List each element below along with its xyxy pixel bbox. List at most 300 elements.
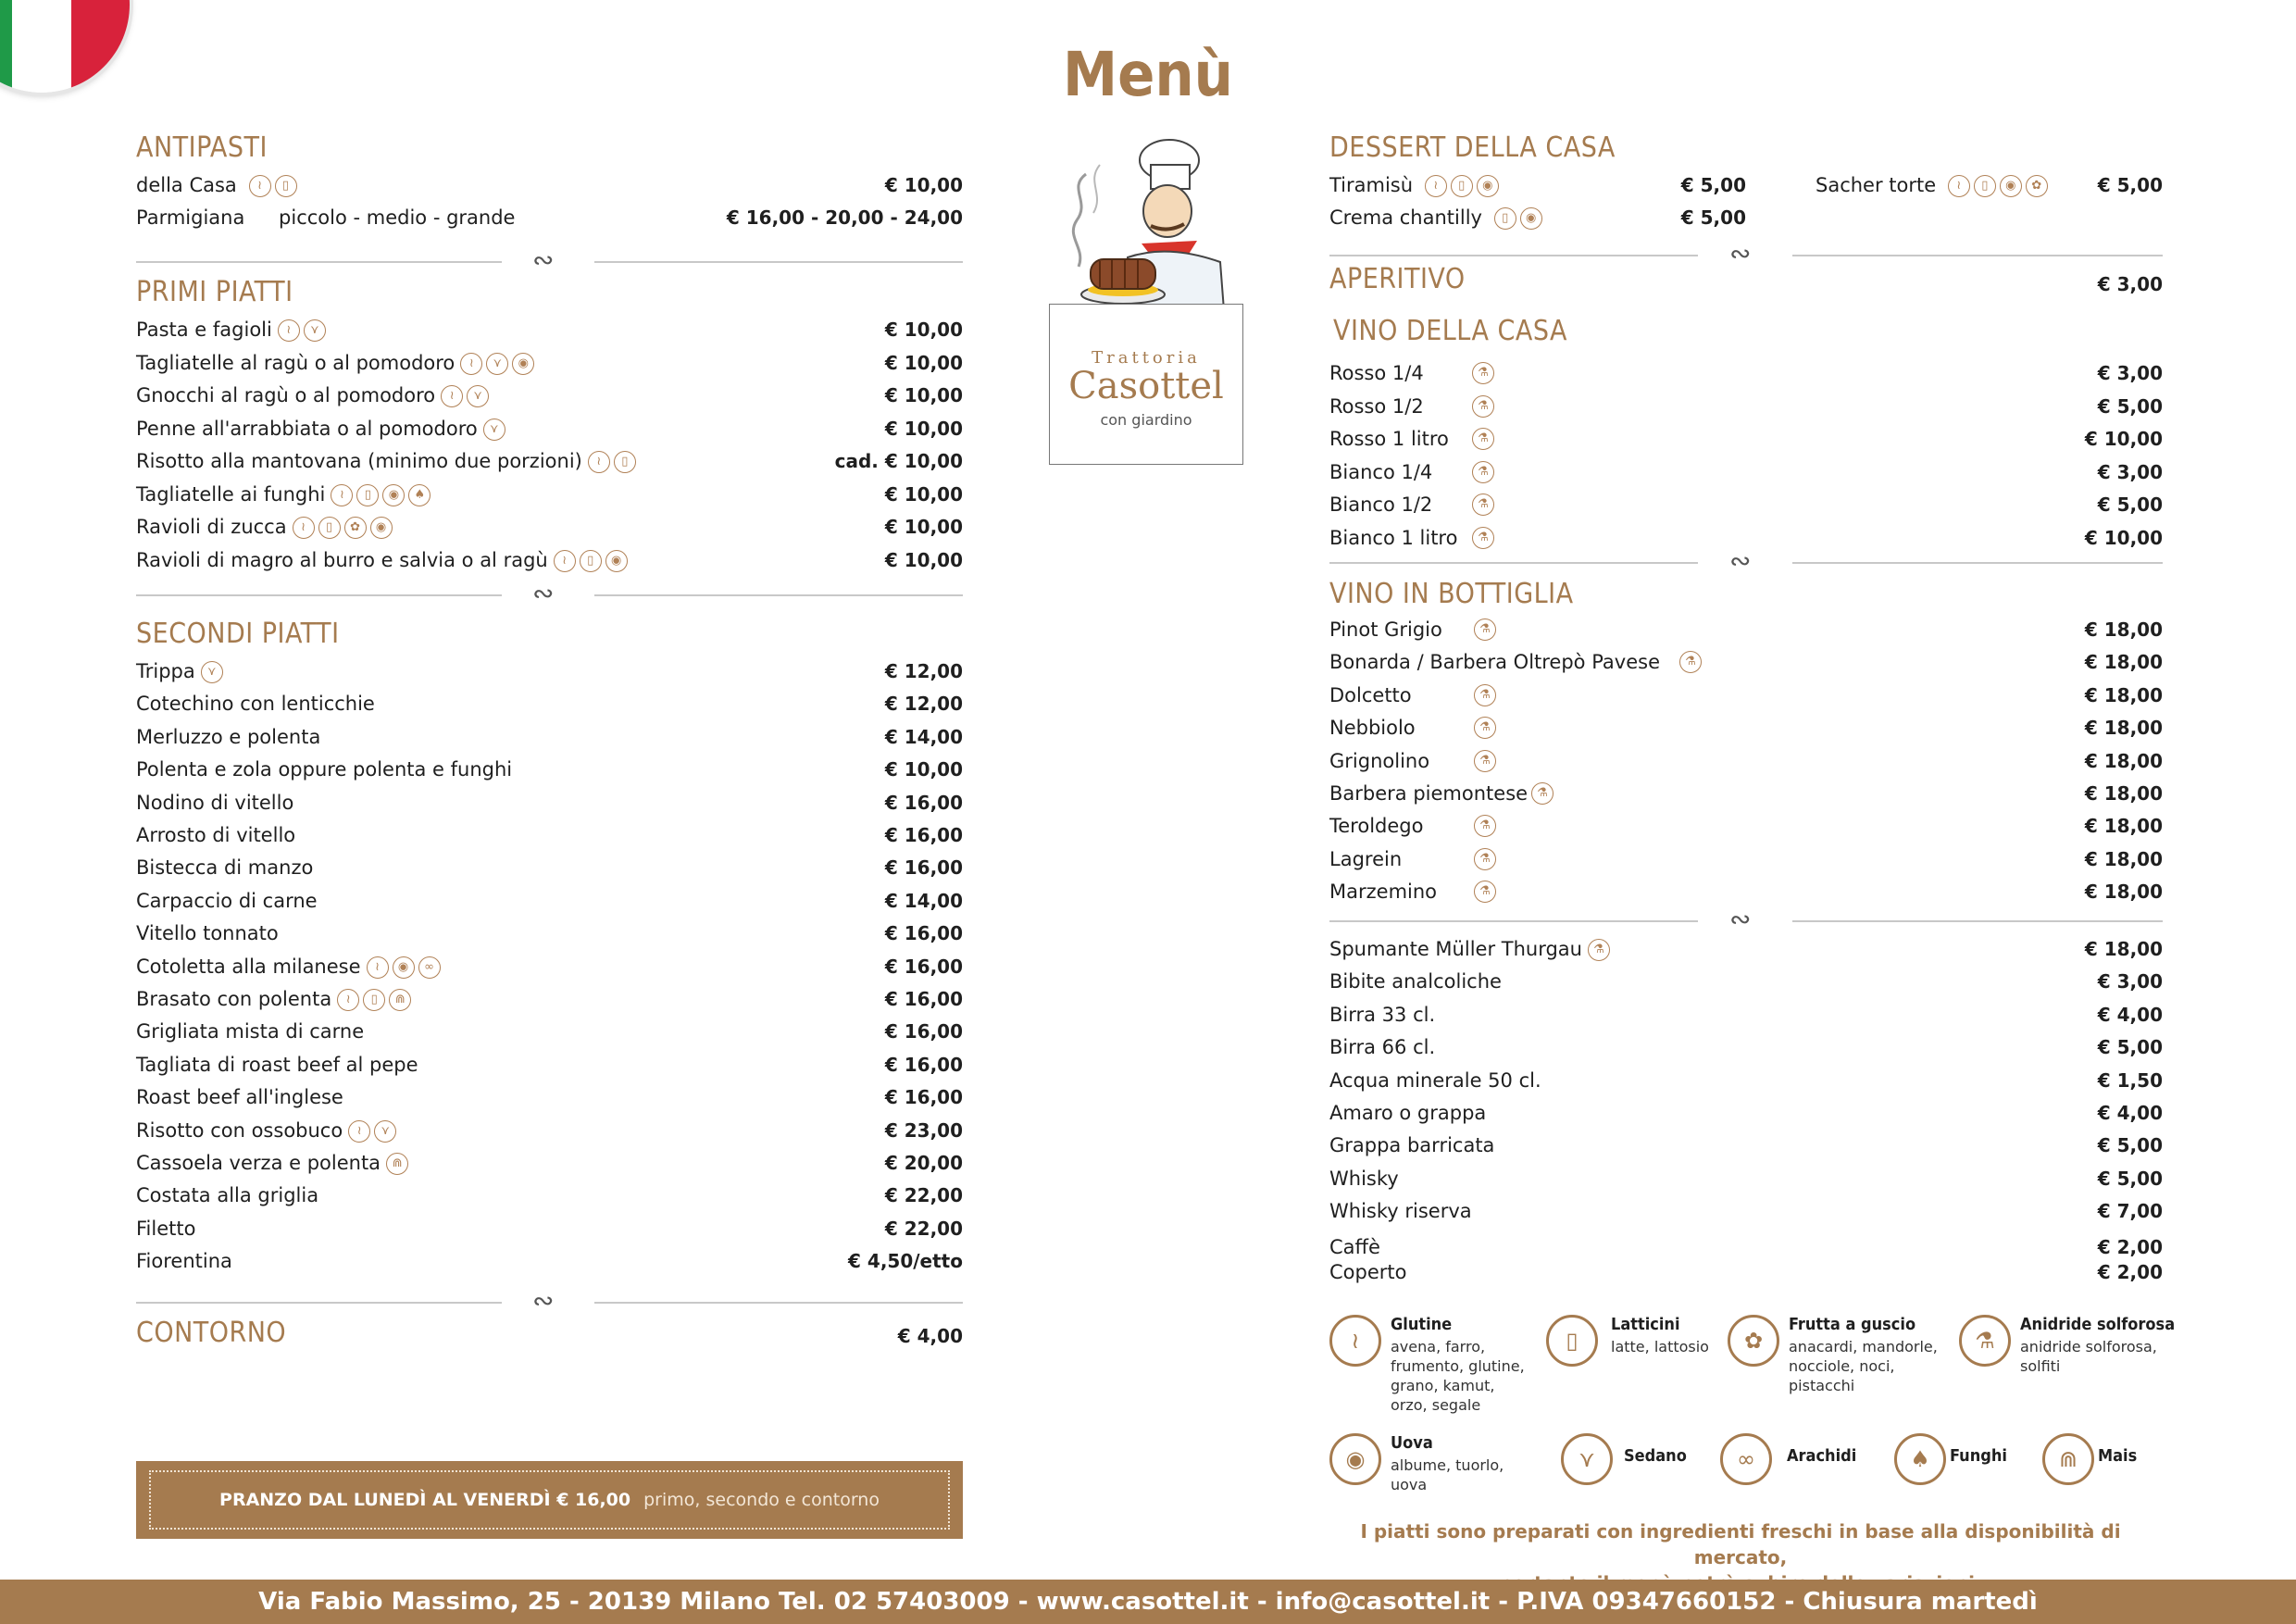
flask-icon: ⚗ <box>1474 848 1496 870</box>
wheat-icon: ≀ <box>278 319 300 342</box>
menu-item <box>136 854 313 881</box>
menu-item <box>1329 935 1610 963</box>
item-price: € 18,00 <box>2084 749 2163 772</box>
milk-icon: ▯ <box>580 550 602 572</box>
flask-icon: ⚗ <box>1472 428 1494 450</box>
ornament-icon: ∾ <box>1729 904 1752 934</box>
egg-icon: ◉ <box>1329 1433 1381 1485</box>
allergen-icons <box>460 353 534 375</box>
item-name: Barbera piemontese <box>1329 782 1529 805</box>
wheat-icon: ≀ <box>249 175 271 197</box>
menu-item <box>1329 780 1548 807</box>
wheat-icon: ≀ <box>441 385 463 407</box>
egg-icon: ◉ <box>370 517 393 539</box>
logo-line-giardino: con giardino <box>1100 411 1192 429</box>
allergen-icons <box>337 989 411 1011</box>
menu-item <box>136 481 430 508</box>
item-name: Merluzzo e polenta <box>136 725 321 748</box>
menu-item <box>136 415 505 443</box>
item-name: Nebbiolo <box>1329 717 1416 740</box>
restaurant-logo <box>1049 137 1243 465</box>
item-name: Caffè <box>1329 1236 1380 1258</box>
item-price: € 4,50/etto <box>848 1250 963 1273</box>
item-name: Dolcetto <box>1329 683 1412 706</box>
item-name: Bianco 1 litro <box>1329 526 1458 549</box>
menu-item <box>136 723 320 751</box>
flask-icon: ⚗ <box>1472 362 1494 384</box>
flask-icon: ⚗ <box>1959 1315 2011 1367</box>
item-name: Pinot Grigio <box>1329 618 1442 641</box>
flask-icon: ⚗ <box>1531 782 1554 805</box>
item-price: € 7,00 <box>2097 1200 2163 1222</box>
note-line: I piatti sono preparati con ingredienti freschi in base alla disponibilità di mercato, <box>1360 1520 2121 1568</box>
item-price: € 10,00 <box>884 548 963 571</box>
section-title-vino-bottiglia: VINO IN BOTTIGLIA <box>1329 578 1574 610</box>
allergen-icons <box>1472 527 1494 549</box>
item-name: Costata alla griglia <box>136 1184 319 1207</box>
celery-icon: ⋎ <box>304 319 326 342</box>
allergen-icons <box>1679 651 1702 673</box>
item-name: Bianco 1/2 <box>1329 493 1433 516</box>
menu-item <box>1329 1067 1541 1094</box>
item-price: € 18,00 <box>2084 938 2163 960</box>
allergen-icons <box>1472 395 1494 418</box>
flask-icon: ⚗ <box>1474 815 1496 837</box>
menu-item <box>1329 1131 1494 1159</box>
item-price: € 20,00 <box>884 1152 963 1174</box>
item-price: € 5,00 <box>2097 493 2163 516</box>
item-price: € 3,00 <box>2097 460 2163 483</box>
item-price: € 16,00 <box>884 1086 963 1109</box>
item-price: € 4,00 <box>2097 1004 2163 1026</box>
item-price: € 5,00 <box>2097 174 2163 196</box>
item-price: € 18,00 <box>2084 847 2163 870</box>
menu-item <box>136 690 375 718</box>
item-price: € 16,00 <box>884 791 963 814</box>
allergen-icons <box>1474 881 1496 903</box>
item-name: Fiorentina <box>136 1250 232 1273</box>
item-name: Cotoletta alla milanese <box>136 955 361 978</box>
menu-item <box>1329 1099 1486 1127</box>
menu-item <box>136 1247 232 1275</box>
egg-icon: ◉ <box>393 956 415 979</box>
milk-icon: ▯ <box>614 451 636 473</box>
item-price: € 2,00 <box>2097 1261 2163 1283</box>
menu-item <box>1329 812 1491 840</box>
item-price: € 18,00 <box>2084 651 2163 674</box>
menu-item <box>136 789 293 817</box>
item-size-options: piccolo - medio - grande <box>279 206 516 229</box>
item-price: € 10,00 <box>884 516 963 538</box>
item-price: € 5,00 <box>2097 1134 2163 1156</box>
menu-item <box>136 985 411 1013</box>
menu-item <box>1329 1001 1435 1029</box>
lunch-offer-banner <box>136 1461 963 1539</box>
item-name: Cotechino con lenticchie <box>136 693 375 716</box>
item-name: Pasta e fagioli <box>136 319 272 341</box>
logo-line-trattoria: Trattoria <box>1092 348 1201 368</box>
allergen-icons <box>1474 618 1496 641</box>
menu-item <box>136 1051 418 1079</box>
menu-item <box>1329 714 1491 742</box>
corn-icon: ⋒ <box>389 989 411 1011</box>
item-name: Bibite analcoliche <box>1329 970 1502 993</box>
item-price: cad. € 10,00 <box>834 450 963 472</box>
item-name: Grappa barricata <box>1329 1134 1495 1156</box>
menu-item <box>1816 171 2048 199</box>
allergen-name: Funghi <box>1950 1446 2007 1466</box>
item-name: Bistecca di manzo <box>136 856 314 880</box>
allergen-icons <box>386 1153 408 1175</box>
celery-icon: ⋎ <box>483 418 505 441</box>
peanut-icon: ∞ <box>418 956 441 979</box>
flask-icon: ⚗ <box>1679 651 1702 673</box>
milk-icon: ▯ <box>1494 207 1516 230</box>
menu-item <box>136 887 318 915</box>
wheat-icon: ≀ <box>1425 175 1447 197</box>
wheat-icon: ≀ <box>367 956 389 979</box>
allergen-icons <box>1472 362 1494 384</box>
item-price: € 18,00 <box>2084 782 2163 805</box>
allergen-name: Glutine <box>1391 1315 1453 1334</box>
item-name: Brasato con polenta <box>136 988 332 1010</box>
milk-icon: ▯ <box>318 517 341 539</box>
flask-icon: ⚗ <box>1474 618 1496 641</box>
menu-item <box>136 756 512 783</box>
allergen-icons <box>1474 717 1496 739</box>
item-name: Tagliata di roast beef al pepe <box>136 1053 418 1076</box>
item-name: Rosso 1/4 <box>1329 362 1424 384</box>
menu-item <box>1329 458 1489 486</box>
item-price: € 10,00 <box>2084 428 2163 450</box>
item-name: Penne all'arrabbiata o al pomodoro <box>136 417 478 440</box>
item-price: € 10,00 <box>884 351 963 374</box>
menu-item <box>1329 616 1491 643</box>
left-column <box>136 0 963 1574</box>
item-price: € 18,00 <box>2084 717 2163 740</box>
egg-icon: ◉ <box>605 550 628 572</box>
menu-item <box>1329 524 1489 552</box>
celery-icon: ⋎ <box>467 385 489 407</box>
menu-item <box>1329 171 1499 199</box>
item-name: Polenta e zola oppure polenta e funghi <box>136 758 513 781</box>
item-name: Ravioli di zucca <box>136 516 287 538</box>
flask-icon: ⚗ <box>1472 527 1494 549</box>
item-price: € 4,00 <box>897 1325 963 1347</box>
menu-item <box>136 657 223 685</box>
allergen-description: anacardi, mandorle, nocciole, noci, pistacchi <box>1789 1338 1938 1394</box>
item-name: Vitello tonnato <box>136 922 279 945</box>
ornament-icon: ∾ <box>1729 545 1752 576</box>
item-name: della Casa <box>136 174 237 196</box>
item-price: € 5,00 <box>2097 394 2163 418</box>
nut-icon: ✿ <box>2026 175 2048 197</box>
item-price: € 16,00 - 20,00 - 24,00 <box>726 206 963 229</box>
allergen-icons <box>348 1120 396 1143</box>
item-name: Teroldego <box>1329 815 1424 838</box>
section-title-primi: PRIMI PIATTI <box>136 276 293 308</box>
menu-item <box>136 1083 343 1111</box>
celery-icon: ⋎ <box>201 661 223 683</box>
allergen-icons <box>331 484 430 506</box>
egg-icon: ◉ <box>2000 175 2022 197</box>
item-price: € 18,00 <box>2084 815 2163 838</box>
section-title-secondi: SECONDI PIATTI <box>136 618 340 650</box>
egg-icon: ◉ <box>512 353 534 375</box>
flask-icon: ⚗ <box>1472 395 1494 418</box>
item-price: € 5,00 <box>1680 174 1746 196</box>
wheat-icon: ≀ <box>1948 175 1970 197</box>
allergen-name: Mais <box>2098 1446 2138 1466</box>
allergen-icons <box>1472 428 1494 450</box>
ornament-icon: ∾ <box>532 578 555 608</box>
milk-icon: ▯ <box>1451 175 1473 197</box>
item-name: Whisky <box>1329 1168 1399 1190</box>
allergen-description: albume, tuorlo, uova <box>1391 1456 1504 1493</box>
allergen-icons <box>1474 684 1496 706</box>
menu-item <box>1329 393 1489 420</box>
lunch-offer-detail: primo, secondo e contorno <box>643 1490 880 1510</box>
item-name: Whisky riserva <box>1329 1200 1472 1222</box>
section-divider <box>136 244 963 276</box>
allergen-icons <box>367 956 441 979</box>
item-name: Birra 33 cl. <box>1329 1004 1436 1026</box>
allergen-icons <box>1588 939 1610 961</box>
chef-illustration-icon <box>1049 137 1243 322</box>
item-name: Crema chantilly <box>1329 206 1482 229</box>
item-price: € 18,00 <box>2084 881 2163 904</box>
item-price: € 3,00 <box>2097 273 2163 295</box>
item-name: Trippa <box>136 660 195 682</box>
item-name: Carpaccio di carne <box>136 889 318 912</box>
ornament-icon: ∾ <box>1729 238 1752 269</box>
item-price: € 16,00 <box>884 988 963 1010</box>
item-price: € 16,00 <box>884 1053 963 1076</box>
wheat-icon: ≀ <box>554 550 576 572</box>
section-divider <box>1329 904 2163 935</box>
item-price: € 18,00 <box>2084 683 2163 706</box>
flask-icon: ⚗ <box>1588 939 1610 961</box>
milk-icon: ▯ <box>363 989 385 1011</box>
item-name: Parmigiana <box>136 206 245 229</box>
menu-item <box>1329 648 1696 676</box>
item-name: Birra 66 cl. <box>1329 1036 1436 1058</box>
menu-item <box>1329 1033 1435 1061</box>
item-name: Roast beef all'inglese <box>136 1086 343 1109</box>
wheat-icon: ≀ <box>460 353 482 375</box>
menu-item <box>136 381 489 409</box>
item-name: Marzemino <box>1329 881 1438 904</box>
allergen-icons <box>1472 461 1494 483</box>
menu-item <box>1329 747 1491 775</box>
menu-item <box>1329 968 1502 995</box>
menu-item <box>1329 878 1491 906</box>
milk-icon: ▯ <box>1546 1315 1598 1367</box>
item-name: Arrosto di vitello <box>136 824 296 846</box>
flask-icon: ⚗ <box>1472 493 1494 516</box>
section-divider <box>1329 545 2163 577</box>
lunch-offer-title: PRANZO DAL LUNEDÌ AL VENERDÌ € 16,00 <box>219 1490 631 1510</box>
menu-item <box>136 447 636 475</box>
corn-icon: ⋒ <box>386 1153 408 1175</box>
item-price: € 16,00 <box>884 955 963 978</box>
egg-icon: ◉ <box>1477 175 1499 197</box>
menu-item <box>136 546 628 574</box>
item-price: € 5,00 <box>2097 1036 2163 1058</box>
celery-icon: ⋎ <box>1561 1433 1613 1485</box>
wheat-icon: ≀ <box>331 484 353 506</box>
item-price: € 2,00 <box>2097 1236 2163 1258</box>
menu-item <box>136 1149 408 1177</box>
item-name: Tagliatelle al ragù o al pomodoro <box>136 351 455 374</box>
menu-item <box>1329 491 1489 518</box>
item-price: € 10,00 <box>884 417 963 440</box>
item-name: Risotto alla mantovana (minimo due porzioni) <box>136 450 582 472</box>
allergen-name: Latticini <box>1611 1315 1680 1334</box>
item-name: Ravioli di magro al burro e salvia o al ragù <box>136 548 548 571</box>
item-price: € 10,00 <box>884 174 963 196</box>
flask-icon: ⚗ <box>1474 750 1496 772</box>
item-price: € 12,00 <box>884 693 963 716</box>
wheat-icon: ≀ <box>1329 1315 1381 1367</box>
allergen-icons <box>588 451 636 473</box>
item-price: € 22,00 <box>884 1184 963 1207</box>
section-divider <box>136 1285 963 1317</box>
item-price: € 4,00 <box>2097 1102 2163 1124</box>
nut-icon: ✿ <box>344 517 367 539</box>
item-price: € 10,00 <box>884 758 963 781</box>
item-price: € 1,50 <box>2097 1069 2163 1092</box>
allergen-icons <box>1474 815 1496 837</box>
allergen-icons <box>1474 848 1496 870</box>
celery-icon: ⋎ <box>374 1120 396 1143</box>
allergen-name: Arachidi <box>1787 1446 1857 1466</box>
mushroom-icon: ♠ <box>408 484 430 506</box>
item-name: Sacher torte <box>1816 174 1937 196</box>
allergen-description: anidride solforosa, solfiti <box>2020 1338 2157 1375</box>
menu-item <box>1329 204 1542 231</box>
item-name: Tagliatelle ai funghi <box>136 482 326 506</box>
corn-icon: ⋒ <box>2042 1433 2094 1485</box>
menu-item <box>136 513 393 541</box>
menu-item <box>136 1117 396 1144</box>
item-price: € 14,00 <box>884 725 963 748</box>
item-name: Rosso 1/2 <box>1329 394 1424 418</box>
egg-icon: ◉ <box>382 484 405 506</box>
section-title-dessert: DESSERT DELLA CASA <box>1329 131 1616 164</box>
milk-icon: ▯ <box>275 175 297 197</box>
item-price: € 16,00 <box>884 856 963 880</box>
item-name: Filetto <box>136 1217 196 1240</box>
right-column <box>1329 0 2176 1574</box>
flask-icon: ⚗ <box>1472 461 1494 483</box>
menu-item <box>1329 359 1489 387</box>
menu-item <box>136 171 297 199</box>
item-price: € 14,00 <box>884 889 963 912</box>
item-price: € 12,00 <box>884 660 963 682</box>
footer-contact-bar: Via Fabio Massimo, 25 - 20139 Milano Tel. 02 57403009 - www.casottel.it - info@casottel.it - P.IVA 09347660152 - Chiusura martedì <box>0 1580 2296 1624</box>
item-price: € 16,00 <box>884 824 963 846</box>
wheat-icon: ≀ <box>348 1120 370 1143</box>
allergen-icons <box>1531 782 1554 805</box>
section-title-vino-casa: VINO DELLA CASA <box>1333 315 1567 347</box>
menu-item <box>1329 681 1491 709</box>
allergen-name: Frutta a guscio <box>1789 1315 1916 1334</box>
item-price: € 5,00 <box>2097 1168 2163 1190</box>
page-title: Menù <box>1063 39 1233 110</box>
item-name: Lagrein <box>1329 847 1403 870</box>
wheat-icon: ≀ <box>293 517 315 539</box>
allergen-icons <box>1474 750 1496 772</box>
item-name: Bianco 1/4 <box>1329 460 1433 483</box>
flask-icon: ⚗ <box>1474 881 1496 903</box>
item-price: € 10,00 <box>884 482 963 506</box>
allergen-icons <box>201 661 223 683</box>
allergen-name: Anidride solforosa <box>2020 1315 2176 1334</box>
item-price: € 3,00 <box>2097 970 2163 993</box>
allergen-name: Sedano <box>1624 1446 1687 1466</box>
section-title-antipasti: ANTIPASTI <box>136 131 268 164</box>
item-name: Grignolino <box>1329 749 1430 772</box>
menu-item <box>136 316 326 344</box>
nut-icon: ✿ <box>1728 1315 1779 1367</box>
item-price: € 10,00 <box>2084 526 2163 549</box>
menu-item <box>136 919 279 947</box>
item-name: Tiramisù <box>1329 174 1414 196</box>
item-price: € 16,00 <box>884 1020 963 1043</box>
item-name: Gnocchi al ragù o al pomodoro <box>136 384 436 406</box>
item-name: Coperto <box>1329 1261 1407 1283</box>
item-price: € 10,00 <box>884 384 963 406</box>
wheat-icon: ≀ <box>588 451 610 473</box>
item-price: € 5,00 <box>1680 206 1746 229</box>
allergen-icons <box>293 517 393 539</box>
peanut-icon: ∞ <box>1720 1433 1772 1485</box>
menu-item <box>136 204 515 231</box>
menu-item <box>136 1181 318 1209</box>
ornament-icon: ∾ <box>532 244 555 275</box>
mushroom-icon: ♠ <box>1894 1433 1946 1485</box>
item-name: Rosso 1 litro <box>1329 428 1449 450</box>
item-name: Bonarda / Barbera Oltrepò Pavese <box>1329 651 1660 674</box>
allergen-description: avena, farro, frumento, glutine, grano, kamut, orzo, segale <box>1391 1338 1525 1414</box>
allergen-icons <box>441 385 489 407</box>
menu-item <box>136 1215 195 1243</box>
item-name: Nodino di vitello <box>136 791 294 814</box>
item-price: € 16,00 <box>884 922 963 945</box>
menu-item <box>136 349 534 377</box>
menu-item <box>1329 1197 1472 1225</box>
celery-icon: ⋎ <box>486 353 508 375</box>
item-name: Acqua minerale 50 cl. <box>1329 1069 1541 1092</box>
ornament-icon: ∾ <box>532 1285 555 1316</box>
allergen-icons <box>1472 493 1494 516</box>
menu-item <box>136 821 295 849</box>
menu-item <box>1329 425 1489 453</box>
item-name: Grigliata mista di carne <box>136 1020 365 1043</box>
menu-item <box>136 953 441 981</box>
item-price: € 3,00 <box>2097 362 2163 384</box>
egg-icon: ◉ <box>1520 207 1542 230</box>
allergen-icons <box>483 418 505 441</box>
item-price: € 23,00 <box>884 1118 963 1142</box>
section-title-aperitivo: APERITIVO <box>1329 263 1466 295</box>
wheat-icon: ≀ <box>337 989 359 1011</box>
flask-icon: ⚗ <box>1474 684 1496 706</box>
item-name: Cassoela verza e polenta <box>136 1152 381 1174</box>
item-price: € 10,00 <box>884 319 963 341</box>
section-title-contorno: CONTORNO <box>136 1317 287 1349</box>
